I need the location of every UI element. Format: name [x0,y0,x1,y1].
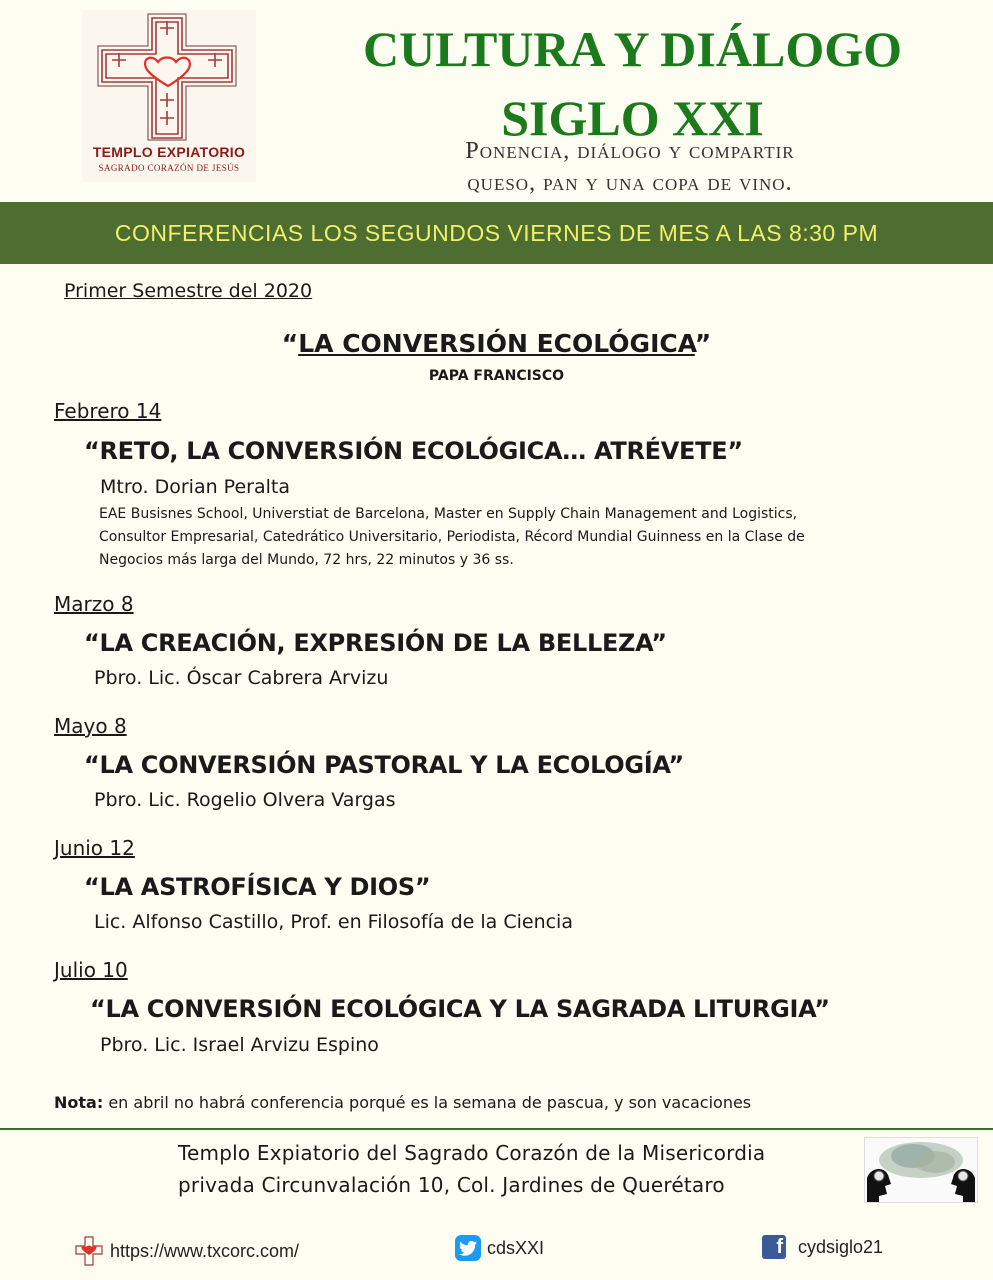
twitter-icon [455,1235,481,1261]
quote-close: ” [694,329,712,358]
banner-text: CONFERENCIAS LOS SEGUNDOS VIERNES DE MES A LAS 8:30 PM [114,219,879,246]
quote-open: “ [281,329,299,358]
people-dialogue-icon [864,1137,978,1203]
templo-logo [82,10,256,182]
event-date: Febrero 14 [54,399,162,423]
speaker-bio [99,503,919,572]
event-speaker: Mtro. Dorian Peralta [100,476,290,498]
twitter-handle[interactable]: cdsXXI [487,1237,545,1258]
event-date: Marzo 8 [54,592,134,616]
event-date: Junio 12 [54,836,135,860]
page-title-line2: SIGLO XXI [501,90,764,146]
facebook-link[interactable] [762,1235,883,1259]
event-speaker: Pbro. Lic. Rogelio Olvera Vargas [94,789,396,811]
bio-line: Consultor Empresarial, Catedrático Universitario, Periodista, Récord Mundial Guinness en la Clase de [99,529,805,545]
theme-title [0,329,993,358]
address-line1: Templo Expiatorio del Sagrado Corazón de la Misericordia [178,1141,766,1165]
logo-line1: TEMPLO EXPIATORIO [92,144,246,160]
event-date: Julio 10 [54,958,128,982]
note [54,1093,751,1112]
website-link[interactable] [74,1235,299,1267]
note-label: Nota: [54,1093,104,1112]
cross-heart-logo-icon [82,10,256,142]
bio-line: Negocios más larga del Mundo, 72 hrs, 22 minutos y 36 ss. [99,552,514,568]
facebook-handle[interactable]: cydsiglo21 [798,1236,884,1257]
website-url[interactable]: https://www.txcorc.com/ [110,1240,300,1261]
subtitle-line1: Ponencia, diálogo y compartir [465,138,795,164]
address-line2: privada Circunvalación 10, Col. Jardines de Querétaro [178,1173,725,1197]
small-logo-icon [74,1235,104,1267]
divider [0,1128,993,1130]
event-speaker: Pbro. Lic. Israel Arvizu Espino [100,1034,379,1056]
event-title: “RETO, LA CONVERSIÓN ECOLÓGICA… ATRÉVETE” [84,437,743,465]
event-speaker: Lic. Alfonso Castillo, Prof. en Filosofía de la Ciencia [94,911,573,933]
bio-line: EAE Busisnes School, Universtiat de Barcelona, Master en Supply Chain Management and Logistics, [99,506,798,522]
subtitle-line2: queso, pan y una copa de vino. [467,170,793,196]
page-title-line1: CULTURA Y DIÁLOGO [363,21,902,77]
event-title: “LA CONVERSIÓN PASTORAL Y LA ECOLOGÍA” [84,751,684,779]
event-title: “LA ASTROFÍSICA Y DIOS” [84,873,431,901]
logo-line2: SAGRADO CORAZÓN DE JESÚS [98,163,240,173]
event-date: Mayo 8 [54,714,127,738]
event-title: “LA CREACIÓN, EXPRESIÓN DE LA BELLEZA” [84,629,667,657]
event-speaker: Pbro. Lic. Óscar Cabrera Arvizu [94,667,389,689]
note-text: en abril no habrá conferencia porqué es la semana de pascua, y son vacaciones [103,1093,752,1112]
theme-title-text: LA CONVERSIÓN ECOLÓGICA [298,329,695,358]
schedule-banner [0,202,993,264]
facebook-icon: f [762,1235,786,1259]
event-title: “LA CONVERSIÓN ECOLÓGICA Y LA SAGRADA LITURGIA” [90,995,830,1023]
semester-label: Primer Semestre del 2020 [64,280,313,302]
theme-author: PAPA FRANCISCO [428,368,565,384]
twitter-link[interactable] [455,1235,544,1261]
